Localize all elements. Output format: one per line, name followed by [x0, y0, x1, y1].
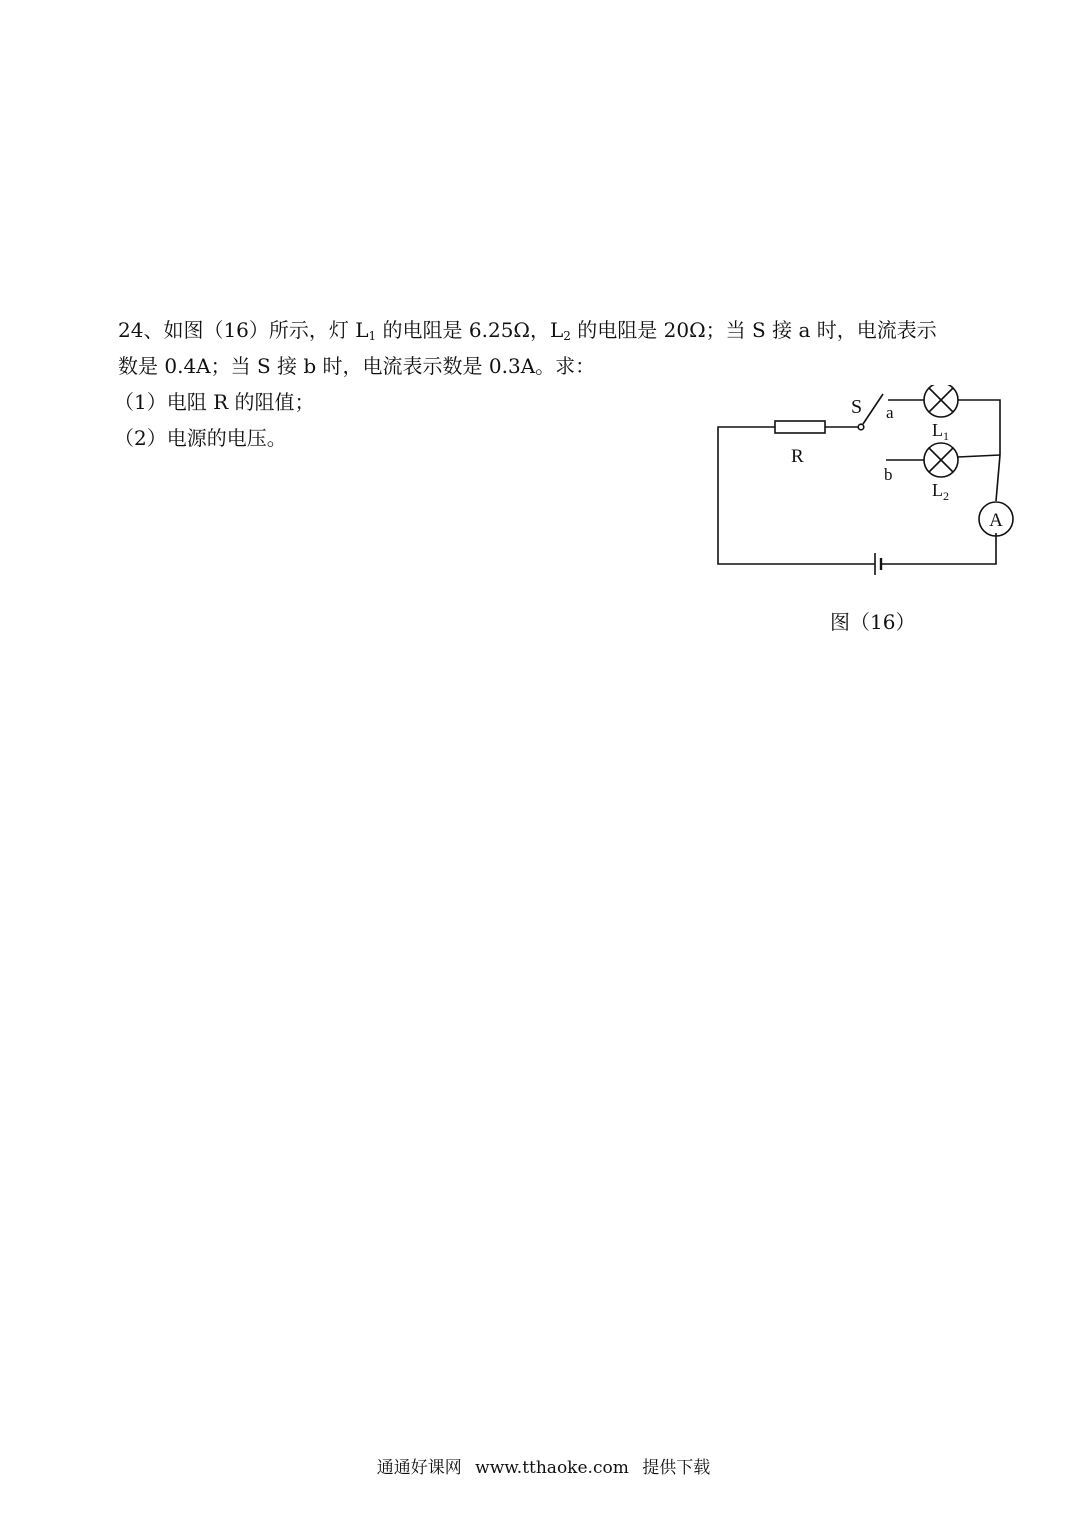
label-L1: $L_1$ [932, 420, 949, 443]
resistor-R [775, 421, 825, 433]
label-A: A [989, 510, 1003, 531]
label-a: a [886, 403, 894, 422]
wire-L2-right [958, 455, 1000, 457]
label-R: R [791, 446, 804, 467]
footer-site-name: 通通好课网 [376, 1458, 462, 1478]
problem-line-2: 数是 0.4A；当 S 接 b 时，电流表示数是 0.3A。求： [118, 354, 596, 378]
wire-to-ammeter [996, 455, 1000, 501]
problem-line-1: 24、如图（16）所示，灯 $L_1$ 的电阻是 6.25Ω，$L_2$ 的电阻是 20Ω；当 S 接 a 时，电流表示 [118, 318, 937, 343]
footer-suffix: 提供下载 [642, 1458, 711, 1478]
label-b: b [884, 465, 893, 484]
question-1: （1）电阻 R 的阻值； [114, 390, 315, 414]
figure-caption: 图（16） [830, 610, 916, 634]
footer-url[interactable]: www.tthaoke.com [475, 1458, 629, 1478]
question-2: （2）电源的电压。 [114, 426, 287, 450]
switch-pivot [858, 424, 864, 430]
circuit-diagram [700, 385, 1020, 585]
switch-blade [863, 394, 883, 424]
wire-bottom-right [881, 533, 996, 564]
label-L2: $L_2$ [932, 480, 949, 503]
wire-L1-right [958, 400, 1000, 455]
label-S: S [851, 396, 863, 418]
footer [0, 1453, 1087, 1478]
